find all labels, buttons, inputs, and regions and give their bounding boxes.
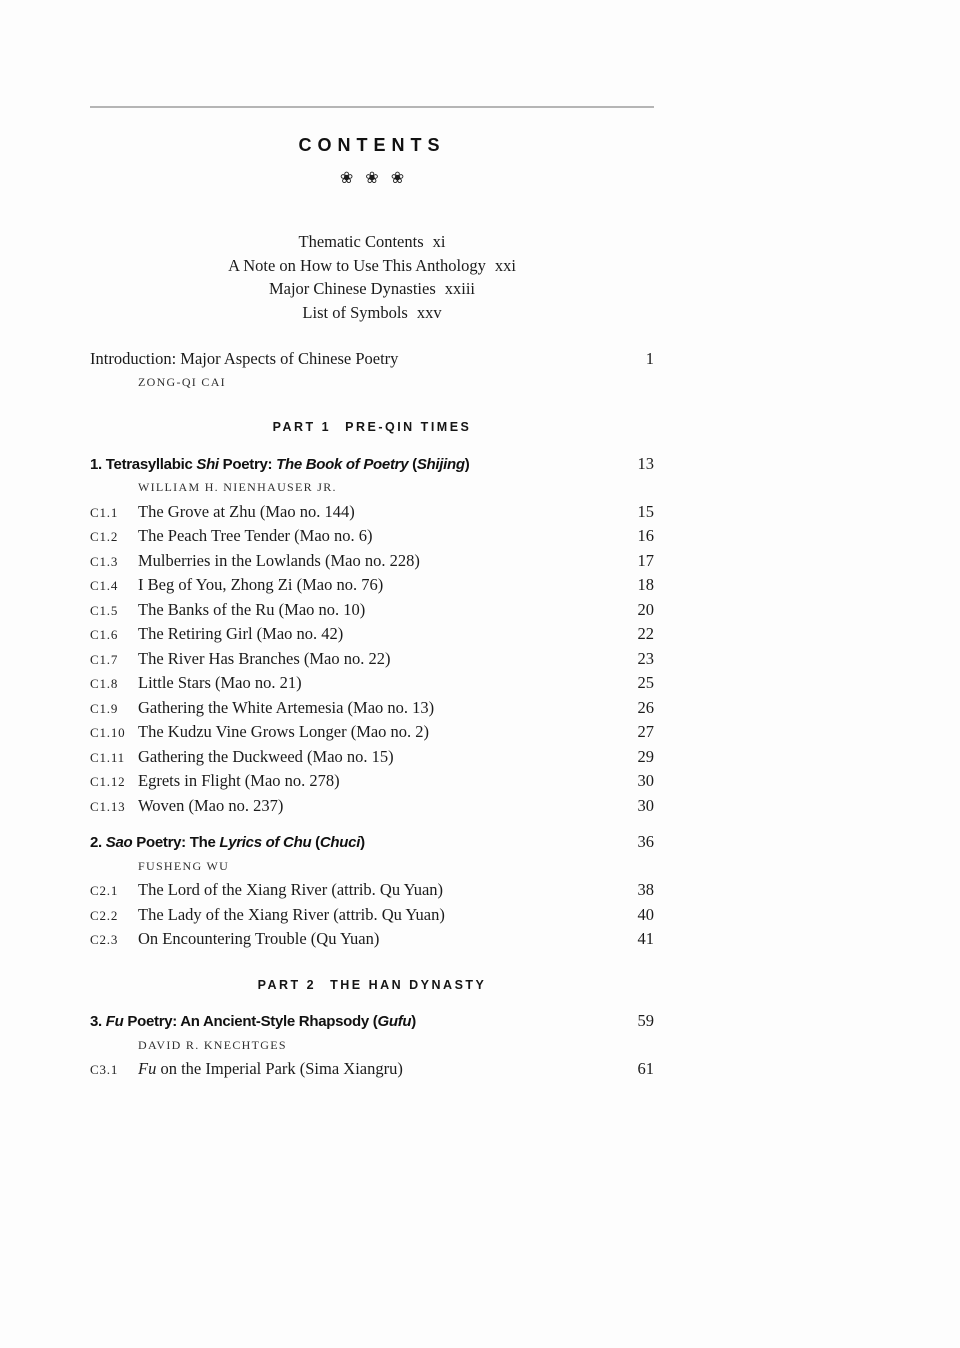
entry-id: C2.2 [90, 907, 119, 923]
title-segment: Woven (Mao no. 237) [138, 795, 284, 815]
title-segment: ( [311, 834, 320, 851]
entry-id: C1.12 [90, 774, 126, 789]
entry-id: C1.13 [90, 798, 126, 814]
entry-id: C1.10 [90, 725, 126, 740]
entry-id: C1.1 [90, 504, 119, 520]
toc-entry-row [90, 720, 654, 745]
entry-id: C1.11 [90, 749, 125, 765]
ornament-row [90, 168, 654, 188]
toc-entry-row [90, 878, 654, 903]
front-matter-list [90, 230, 654, 324]
toc-entry-row [90, 622, 654, 647]
title-segment: The Lady of the Xiang River (attrib. Qu Yuan) [138, 904, 445, 924]
entry-page-number: 26 [637, 697, 654, 717]
entry-title [138, 696, 448, 720]
entry-page-number: 18 [637, 575, 654, 594]
front-matter-label: Major Chinese Dynasties [268, 279, 436, 298]
chapter-block [90, 1009, 654, 1082]
entry-title [138, 903, 459, 927]
title-segment: Fu [105, 1013, 124, 1030]
chapter-heading-row [90, 452, 654, 477]
entry-page-number: 30 [637, 795, 654, 815]
entry-page-number: 20 [637, 599, 654, 619]
entry-title [138, 647, 404, 671]
entry-id: C1.5 [90, 602, 119, 618]
title-segment: Gathering the White Artemesia (Mao no. 13) [138, 697, 435, 717]
entry-title [138, 927, 393, 951]
title-segment: The Lord of the Xiang River (attrib. Qu Yuan) [138, 880, 444, 899]
entry-id: C1.2 [90, 529, 119, 544]
chapter-title [90, 831, 383, 855]
entry-title [138, 745, 408, 769]
entry-id: C1.3 [90, 553, 119, 569]
entry-page-number: 16 [637, 526, 654, 545]
entry-page-number: 17 [637, 550, 654, 570]
toc-entry-row [90, 794, 654, 819]
page-title: CONTENTS [298, 135, 446, 155]
part-title: THE HAN DYNASTY [330, 977, 487, 992]
toc-entry-row [90, 769, 654, 794]
title-segment: Mulberries in the Lowlands (Mao no. 228) [138, 550, 420, 570]
front-matter-label: List of Symbols [302, 302, 408, 322]
chapter-heading-row [90, 1009, 654, 1034]
title-segment: ( [408, 455, 417, 473]
toc-entry-row [90, 647, 654, 672]
chapter-heading-row [90, 830, 654, 855]
entry-page-number: 29 [637, 746, 654, 766]
toc-entry-row [90, 598, 654, 623]
title-segment: Sao [105, 834, 133, 851]
front-matter-page-number: xxiii [444, 279, 476, 298]
title-segment: The Peach Tree Tender (Mao no. 6) [138, 526, 373, 545]
entry-page-number: 23 [637, 648, 654, 668]
entry-id: C1.4 [90, 578, 119, 593]
chapter-page-number: 59 [637, 1011, 654, 1030]
front-matter-item [90, 230, 654, 254]
entry-title [138, 720, 443, 744]
introduction-block [90, 347, 654, 394]
header-rule [90, 106, 654, 108]
entry-title [138, 1057, 417, 1081]
entry-id: C1.7 [90, 651, 119, 667]
title-segment: Poetry: An Ancient-Style Rhapsody ( [123, 1013, 378, 1030]
chapter-author: WILLIAM H. NIENHAUSER JR. [138, 480, 337, 494]
part-label: PART 1 [272, 420, 332, 434]
entry-title [138, 878, 457, 902]
entry-title [138, 573, 397, 597]
toc-page [0, 106, 960, 1348]
part-heading [90, 416, 654, 440]
front-matter-page-number: xxi [494, 255, 516, 275]
front-matter-page-number: xxv [416, 302, 442, 322]
entry-page-number: 27 [637, 722, 654, 741]
title-segment: ) [464, 455, 470, 473]
chapter-number: 2. [90, 834, 106, 851]
introduction-page-number: 1 [645, 349, 654, 368]
chapter-author: FUSHENG WU [138, 858, 230, 873]
introduction-row [90, 347, 654, 371]
entry-title [138, 598, 379, 622]
title-segment: The Grove at Zhu (Mao no. 144) [138, 501, 355, 521]
toc-entry-row [90, 903, 654, 928]
title-segment: The Book of Poetry [276, 455, 409, 473]
entry-page-number: 15 [637, 501, 654, 521]
toc-entry-row [90, 1057, 654, 1082]
entry-id: C1.8 [90, 676, 119, 691]
entry-id: C2.1 [90, 883, 119, 898]
toc-entry-row [90, 671, 654, 696]
title-segment: The River Has Branches (Mao no. 22) [138, 648, 391, 668]
entry-page-number: 40 [637, 904, 654, 924]
entry-title [138, 524, 387, 548]
title-segment: ) [360, 834, 365, 851]
part-label: PART 2 [257, 977, 317, 992]
entry-title [138, 500, 369, 524]
entry-page-number: 38 [637, 880, 654, 899]
entry-page-number: 30 [637, 771, 654, 790]
front-matter-item [90, 277, 654, 301]
title-segment: The Retiring Girl (Mao no. 42) [138, 624, 344, 643]
front-matter-label: A Note on How to Use This Anthology [228, 255, 486, 275]
florette-icon: ❀ [365, 168, 379, 187]
entry-title [138, 549, 434, 573]
title-segment: Fu [138, 1059, 157, 1078]
title-segment: Poetry: The [132, 834, 220, 851]
chapter-title [90, 453, 487, 477]
introduction-label: Introduction: Major Aspects of Chinese Poetry [90, 349, 399, 368]
title-segment: Gathering the Duckweed (Mao no. 15) [138, 746, 394, 766]
part-heading [90, 974, 654, 998]
toc-entry-row [90, 524, 654, 549]
title-segment: Little Stars (Mao no. 21) [138, 673, 302, 692]
front-matter-item [90, 301, 654, 325]
toc-entry-row [90, 696, 654, 721]
entry-title [138, 671, 316, 695]
toc-entry-row [90, 573, 654, 598]
entry-page-number: 61 [637, 1059, 654, 1078]
part-title: PRE-QIN TIMES [345, 420, 472, 434]
title-segment: Shi [196, 455, 219, 473]
entry-title [138, 794, 297, 818]
toc-entry-row [90, 549, 654, 574]
parts-container [90, 416, 654, 1082]
chapter-title [90, 1010, 434, 1034]
toc-entry-row [90, 927, 654, 952]
title-segment: The Banks of the Ru (Mao no. 10) [138, 599, 366, 619]
toc-entry-row [90, 500, 654, 525]
title-segment: Egrets in Flight (Mao no. 278) [138, 771, 340, 790]
chapter-block [90, 452, 654, 819]
chapter-block [90, 830, 654, 952]
title-segment: on the Imperial Park (Sima Xiangru) [156, 1059, 403, 1078]
front-matter-label: Thematic Contents [298, 232, 424, 251]
chapter-number: 3. [90, 1013, 106, 1030]
entry-id: C3.1 [90, 1062, 119, 1077]
entry-id: C1.6 [90, 627, 119, 642]
chapter-page-number: 13 [637, 453, 654, 473]
front-matter-page-number: xi [432, 232, 446, 251]
title-segment: Poetry: [218, 455, 277, 473]
title-segment: I Beg of You, Zhong Zi (Mao no. 76) [138, 575, 384, 594]
title-segment: Gufu [377, 1013, 412, 1030]
entry-title [138, 769, 354, 793]
chapter-number: 1. [90, 455, 106, 473]
title-segment: The Kudzu Vine Grows Longer (Mao no. 2) [138, 722, 430, 741]
title-segment: Chuci [319, 834, 361, 851]
chapter-author: DAVID R. KNECHTGES [138, 1037, 287, 1052]
entry-page-number: 22 [637, 624, 654, 643]
title-segment: Shijing [416, 455, 465, 473]
florette-icon: ❀ [339, 168, 354, 187]
entry-id: C1.9 [90, 700, 119, 716]
entry-id: C2.3 [90, 932, 119, 947]
title-segment: Lyrics of Chu [219, 834, 312, 851]
florette-icon: ❀ [390, 168, 405, 187]
front-matter-item [90, 254, 654, 278]
title-segment: Tetrasyllabic [105, 455, 197, 473]
toc-entry-row [90, 745, 654, 770]
title-segment: ) [411, 1013, 416, 1030]
entry-page-number: 41 [637, 929, 654, 948]
introduction-author: ZONG-QI CAI [138, 374, 226, 389]
title-segment: On Encountering Trouble (Qu Yuan) [138, 929, 380, 948]
entry-page-number: 25 [637, 673, 654, 692]
chapter-page-number: 36 [637, 832, 654, 851]
entry-title [138, 622, 357, 646]
